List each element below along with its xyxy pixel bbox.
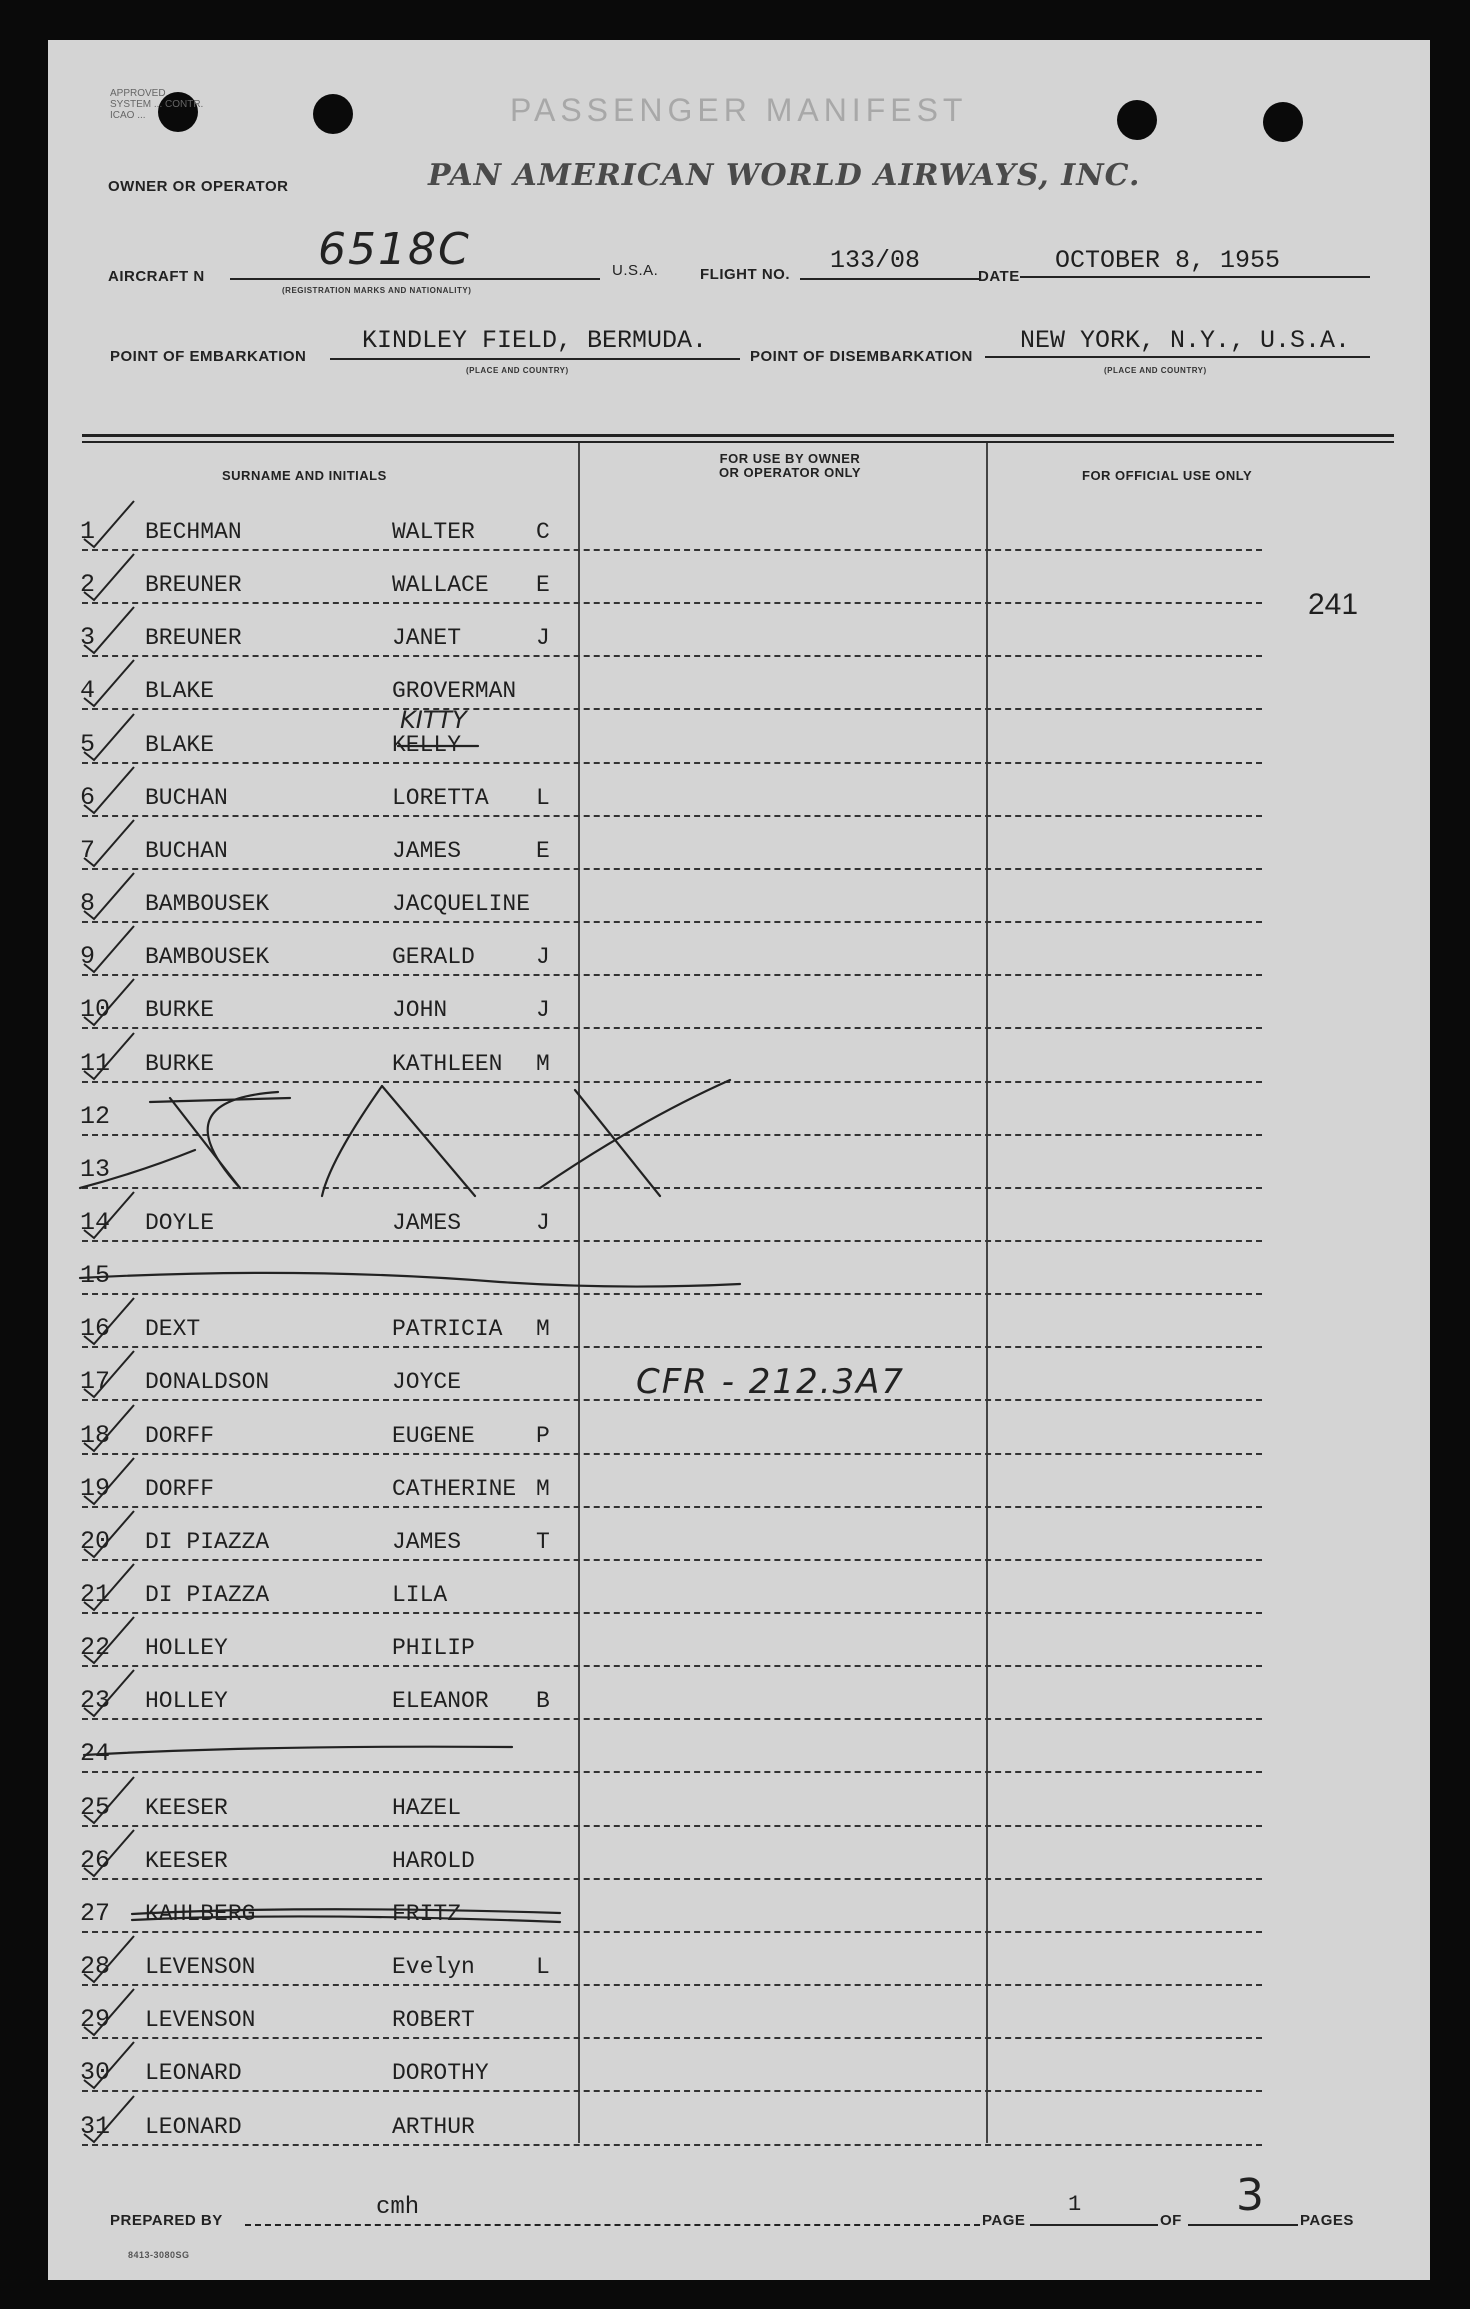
passenger-surname: KEESER: [145, 1848, 228, 1874]
passenger-given-name: JOHN: [392, 997, 448, 1023]
row-number: 24: [80, 1739, 111, 1768]
row-number: 9: [80, 942, 96, 971]
disembark-sub: (PLACE AND COUNTRY): [1104, 366, 1207, 375]
passenger-given-name: HAZEL: [392, 1795, 462, 1821]
of-value: 3: [1236, 2170, 1264, 2221]
passenger-initial: C: [536, 519, 550, 545]
row-number: 21: [80, 1580, 111, 1609]
form-code: 8413-3080SG: [128, 2250, 190, 2260]
passenger-initial: E: [536, 572, 550, 598]
passenger-initial: M: [536, 1316, 550, 1342]
passenger-given-name: EUGENE: [392, 1423, 475, 1449]
passenger-given-name: ELEANOR: [392, 1688, 489, 1714]
aircraft-sub: (REGISTRATION MARKS AND NATIONALITY): [282, 286, 472, 295]
passenger-initial: P: [536, 1423, 550, 1449]
passenger-given-name: GROVERMAN: [392, 678, 517, 704]
aircraft-value: 6518C: [318, 224, 471, 275]
passenger-surname: BREUNER: [145, 625, 242, 651]
disembark-label: POINT OF DISEMBARKATION: [750, 348, 973, 365]
row-number: 31: [80, 2112, 111, 2141]
passenger-given-name: ARTHUR: [392, 2114, 475, 2140]
passenger-given-name: Evelyn: [392, 1954, 475, 1980]
passenger-initial: J: [536, 944, 550, 970]
row12-13-cross: [575, 1090, 660, 1196]
passenger-given-name: JACQUELINE: [392, 891, 531, 917]
stamp-line: SYSTEM ... CONTR.: [110, 99, 204, 110]
passenger-surname: KAHLBERG: [145, 1901, 256, 1927]
row-number: 19: [80, 1474, 111, 1503]
row12-13-cross: [80, 1150, 195, 1188]
row-number: 13: [80, 1155, 111, 1184]
passenger-surname: HOLLEY: [145, 1688, 228, 1714]
passenger-surname: BLAKE: [145, 732, 215, 758]
passenger-surname: BURKE: [145, 1051, 215, 1077]
row-number: 15: [80, 1261, 111, 1290]
passenger-given-name: LORETTA: [392, 785, 489, 811]
row-number: 25: [80, 1793, 111, 1822]
row-number: 4: [80, 676, 96, 705]
owner-value: PAN AMERICAN WORLD AIRWAYS, INC.: [428, 158, 1141, 193]
passenger-surname: BAMBOUSEK: [145, 891, 270, 917]
owner-note: CFR - 212.3A7: [636, 1362, 906, 1402]
passenger-surname: BREUNER: [145, 572, 242, 598]
passenger-surname: LEONARD: [145, 2114, 242, 2140]
row12-13-cross: [322, 1086, 382, 1196]
passenger-initial: M: [536, 1476, 550, 1502]
prepared-underline: [245, 2224, 980, 2226]
passenger-given-name: KATHLEEN: [392, 1051, 503, 1077]
margin-number: 241: [1308, 588, 1359, 621]
row27-strike: [132, 1909, 560, 1914]
owner-label: OWNER OR OPERATOR: [108, 178, 289, 195]
stamp-line: APPROVED: [110, 88, 166, 99]
passenger-given-name: JAMES: [392, 1210, 462, 1236]
passenger-surname: DOYLE: [145, 1210, 215, 1236]
passenger-surname: BUCHAN: [145, 838, 228, 864]
passenger-given-name: GERALD: [392, 944, 475, 970]
row-number: 11: [80, 1049, 111, 1078]
row-number: 2: [80, 570, 96, 599]
row12-13-cross: [208, 1092, 278, 1188]
form-title: PASSENGER MANIFEST: [510, 92, 968, 128]
row-number: 14: [80, 1208, 111, 1237]
row-number: 5: [80, 730, 96, 759]
row-number: 1: [80, 517, 96, 546]
of-underline: [1188, 2224, 1298, 2226]
passenger-surname: LEONARD: [145, 2060, 242, 2086]
row-number: 18: [80, 1421, 111, 1450]
stamp-line: ICAO ...: [110, 110, 146, 121]
row-number: 29: [80, 2005, 111, 2034]
aircraft-label: AIRCRAFT N: [108, 268, 205, 285]
flight-value: 133/08: [830, 246, 921, 275]
passenger-surname: DI PIAZZA: [145, 1529, 270, 1555]
date-label: DATE: [978, 268, 1020, 285]
passenger-given-name: CATHERINE: [392, 1476, 517, 1502]
prepared-label: PREPARED BY: [110, 2212, 223, 2229]
passenger-given-name: LILA: [392, 1582, 448, 1608]
passenger-given-name: JANET: [392, 625, 462, 651]
row12-13-cross: [382, 1086, 475, 1196]
passenger-initial: E: [536, 838, 550, 864]
col-header-owner-use-line: FOR USE BY OWNER: [719, 451, 861, 466]
row15-strike: [80, 1273, 740, 1287]
handwritten-correction: KITTY: [400, 706, 467, 734]
passenger-given-name: FRITZ: [392, 1901, 462, 1927]
passenger-given-name: WALTER: [392, 519, 475, 545]
passenger-given-name: JOYCE: [392, 1369, 462, 1395]
embark-sub: (PLACE AND COUNTRY): [466, 366, 569, 375]
row-number: 10: [80, 995, 111, 1024]
passenger-given-name: HAROLD: [392, 1848, 475, 1874]
passenger-initial: L: [536, 1954, 550, 1980]
passenger-initial: J: [536, 997, 550, 1023]
passenger-surname: LEVENSON: [145, 2007, 256, 2033]
disembark-value: NEW YORK, N.Y., U.S.A.: [1020, 326, 1351, 355]
row-number: 12: [80, 1102, 111, 1131]
row-number: 28: [80, 1952, 111, 1981]
row-number: 27: [80, 1899, 111, 1928]
row-number: 3: [80, 623, 96, 652]
row27-strike: [132, 1916, 560, 1922]
passenger-surname: DONALDSON: [145, 1369, 270, 1395]
passenger-initial: J: [536, 625, 550, 651]
passenger-initial: L: [536, 785, 550, 811]
col-header-official: FOR OFFICIAL USE ONLY: [1082, 468, 1253, 483]
flight-label: FLIGHT NO.: [700, 266, 790, 283]
passenger-surname: DEXT: [145, 1316, 201, 1342]
passenger-surname: BLAKE: [145, 678, 215, 704]
embark-label: POINT OF EMBARKATION: [110, 348, 307, 365]
passenger-initial: M: [536, 1051, 550, 1077]
passenger-surname: DORFF: [145, 1476, 215, 1502]
passenger-surname: BAMBOUSEK: [145, 944, 270, 970]
pages-label: PAGES: [1300, 2212, 1354, 2229]
row-number: 22: [80, 1633, 111, 1662]
page-underline: [1030, 2224, 1158, 2226]
passenger-surname: HOLLEY: [145, 1635, 228, 1661]
row12-13-cross: [540, 1080, 730, 1188]
passenger-surname: BECHMAN: [145, 519, 242, 545]
passenger-surname: KEESER: [145, 1795, 228, 1821]
row-number: 17: [80, 1367, 111, 1396]
passenger-surname: DI PIAZZA: [145, 1582, 270, 1608]
passenger-given-name: JAMES: [392, 1529, 462, 1555]
passenger-given-name: DOROTHY: [392, 2060, 489, 2086]
prepared-value: cmh: [376, 2194, 420, 2221]
passenger-initial: T: [536, 1529, 550, 1555]
row24-strike: [84, 1747, 512, 1755]
passenger-surname: BURKE: [145, 997, 215, 1023]
passenger-surname: BUCHAN: [145, 785, 228, 811]
passenger-given-name: JAMES: [392, 838, 462, 864]
row-number: 26: [80, 1846, 111, 1875]
passenger-initial: J: [536, 1210, 550, 1236]
passenger-surname: DORFF: [145, 1423, 215, 1449]
col-header-surname: SURNAME AND INITIALS: [222, 468, 387, 483]
passenger-surname: LEVENSON: [145, 1954, 256, 1980]
page-label: PAGE: [982, 2212, 1026, 2229]
row-number: 16: [80, 1314, 111, 1343]
passenger-given-name: KELLY: [392, 732, 462, 758]
of-label: OF: [1160, 2212, 1182, 2229]
passenger-initial: B: [536, 1688, 550, 1714]
passenger-given-name: WALLACE: [392, 572, 489, 598]
date-value: OCTOBER 8, 1955: [1055, 246, 1281, 275]
row-number: 6: [80, 783, 96, 812]
passenger-given-name: PATRICIA: [392, 1316, 503, 1342]
usa-label: U.S.A.: [612, 262, 659, 279]
row-number: 7: [80, 836, 96, 865]
page-value: 1: [1068, 2192, 1082, 2217]
row-number: 30: [80, 2058, 111, 2087]
embark-value: KINDLEY FIELD, BERMUDA.: [362, 326, 708, 355]
row-number: 20: [80, 1527, 111, 1556]
row-number: 23: [80, 1686, 111, 1715]
row-number: 8: [80, 889, 96, 918]
passenger-given-name: ROBERT: [392, 2007, 475, 2033]
col-header-owner-use-line: OR OPERATOR ONLY: [718, 465, 862, 480]
passenger-given-name: PHILIP: [392, 1635, 475, 1661]
